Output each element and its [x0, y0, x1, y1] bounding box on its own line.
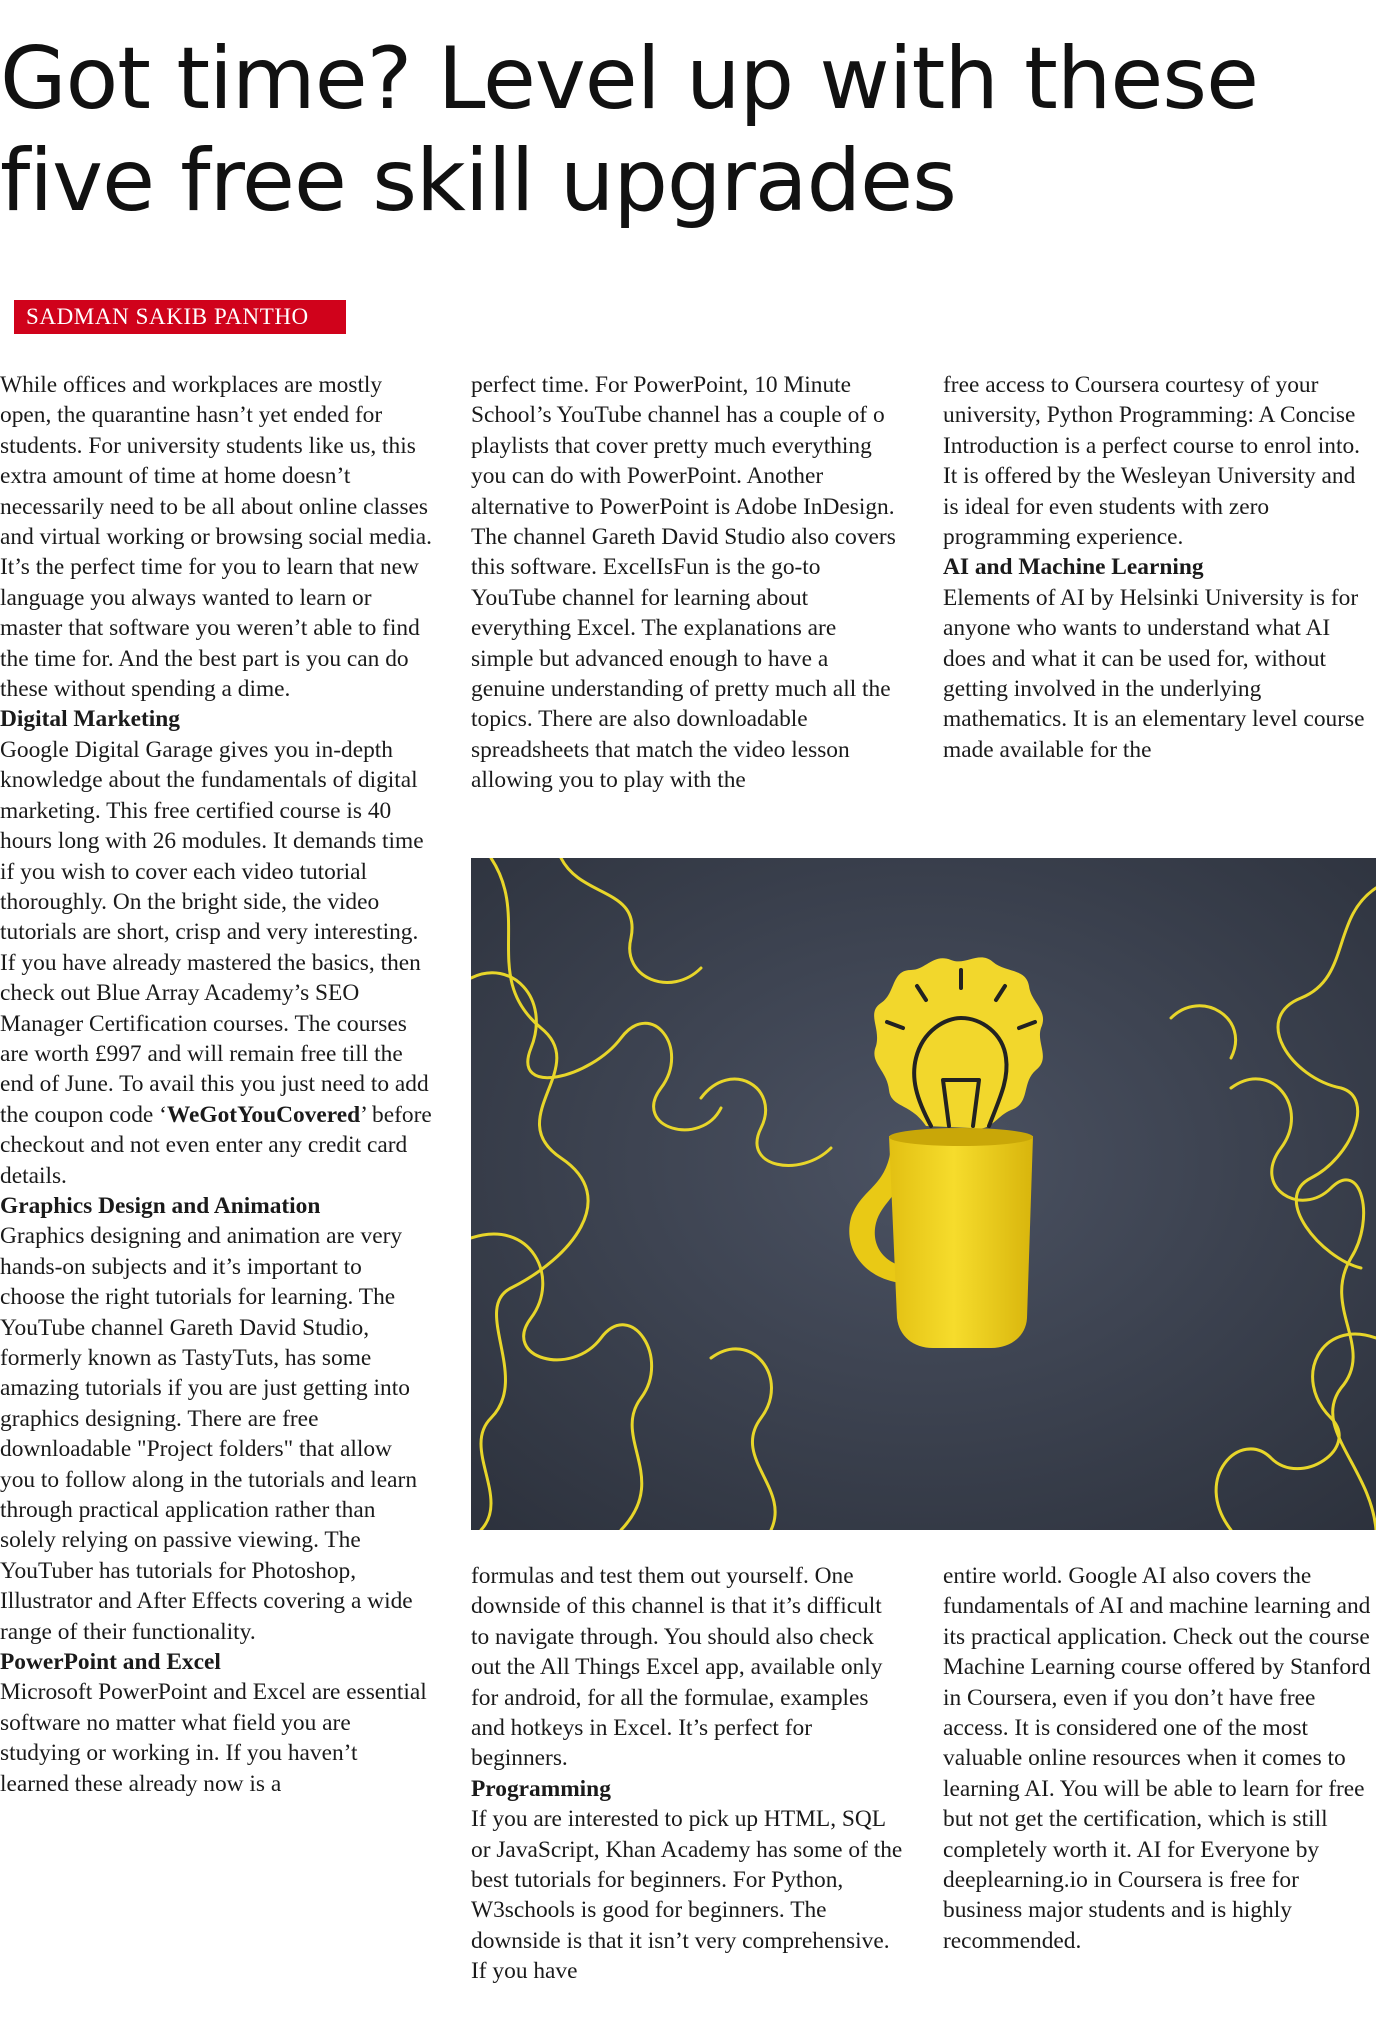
python-paragraph: free access to Coursera courtesy of your university, Python Programming: A Concise Introduction is a perfect course to enrol into. It is offered by the Wesleyan University and is ideal for even students with zero programming experience.	[943, 372, 1360, 551]
heading-digital-marketing: Digital Marketing	[0, 706, 180, 733]
intro-paragraph: While offices and workplaces are mostly open, the quarantine hasn’t yet ended for students. For university students like us, this extra amount of time at home doesn’t necessarily need to be all about online classes and virtual working or browsing social media. It’s the perfect time for you to learn that new language you always wanted to learn or master that software you weren’t able to find the time for. And the best part is you can do these without spending a dime.	[0, 372, 432, 703]
programming-paragraph: If you are interested to pick up HTML, SQL or JavaScript, Khan Academy has some of the best tutorials for beginners. For Python, W3schools is good for beginners. The downside is that it isn’t very comprehensive. If you have	[471, 1806, 903, 1985]
heading-graphics: Graphics Design and Animation	[0, 1192, 321, 1219]
heading-programming: Programming	[471, 1775, 611, 1802]
lightbulb-mug-photo	[471, 858, 1376, 1530]
ai-paragraph: Elements of AI by Helsinki University is for anyone who wants to understand what AI does and what it can be used for, without getting involved in the underlying mathematics. It is an elementary level course made available for the	[943, 584, 1365, 763]
digital-text-b: ’ before checkout and not even enter any credit card details.	[0, 1101, 432, 1189]
digital-text-a: Google Digital Garage gives you in-depth knowledge about the fundamentals of digital marketing. This free certified course is 40 hours long with 26 modules. It demands time if you wish to cover each video tutorial thoroughly. On the bright side, the video tutorials are short, crisp and very interesting. If you have already mastered the basics, then check out Blue Array Academy’s SEO Manager Certification courses. The courses are worth £997 and will remain free till the end of June. To avail this you just need to add the coupon code ‘	[0, 736, 429, 1128]
byline: SADMAN SAKIB PANTHO	[14, 300, 346, 334]
column-2-bottom	[471, 1561, 903, 1987]
coupon-code: WeGotYouCovered	[166, 1101, 361, 1128]
column-2-top	[471, 370, 903, 796]
powerpoint-paragraph: Microsoft PowerPoint and Excel are essential software no matter what field you are studying or working in. If you haven’t learned these already now is a	[0, 1679, 427, 1797]
headline: Got time? Level up with these five free skill upgrades	[0, 29, 1259, 231]
column-1	[0, 370, 432, 1799]
column-3-top	[943, 370, 1375, 765]
digital-marketing-paragraph	[0, 735, 432, 1191]
excel-continued: formulas and test them out yourself. One downside of this channel is that it’s difficult to navigate through. You should also check out the All Things Excel app, available only for android, for all the formulae, examples and hotkeys in Excel. It’s perfect for beginners.	[471, 1563, 883, 1772]
heading-powerpoint-excel: PowerPoint and Excel	[0, 1649, 221, 1676]
graphics-paragraph: Graphics designing and animation are very hands-on subjects and it’s important to choose the right tutorials for learning. The YouTube channel Gareth David Studio, formerly known as TastyTuts, has some amazing tutorials if you are just getting into graphics designing. There are free downloadable "Project folders" that allow you to follow along in the tutorials and learn through practical application rather than solely relying on passive viewing. The YouTuber has tutorials for Photoshop, Illustrator and After Effects covering a wide range of their functionality.	[0, 1223, 418, 1645]
heading-ai-ml: AI and Machine Learning	[943, 554, 1204, 581]
ai-continued: entire world. Google AI also covers the fundamentals of AI and machine learning and its practical application. Check out the course Machine Learning course offered by Stanford in Coursera, even if you don’t have free access. It is considered one of the most valuable online resources when it comes to learning AI. You will be able to learn for free but not get the certification, which is still completely worth it. AI for Everyone by deeplearning.io in Coursera is free for business major students and is highly recommended.	[943, 1563, 1371, 1954]
powerpoint-excel-continued: perfect time. For PowerPoint, 10 Minute School’s YouTube channel has a couple of o playlists that cover pretty much everything you can do with PowerPoint. Another alternative to PowerPoint is Adobe InDesign. The channel Gareth David Studio also covers this software. ExcelIsFun is the go-to YouTube channel for learning about everything Excel. The explanations are simple but advanced enough to have a genuine understanding of pretty much all the topics. There are also downloadable spreadsheets that match the video lesson allowing you to play with the	[471, 372, 896, 794]
lightbulb-icon	[874, 957, 1043, 1129]
column-3-bottom	[943, 1561, 1375, 1956]
